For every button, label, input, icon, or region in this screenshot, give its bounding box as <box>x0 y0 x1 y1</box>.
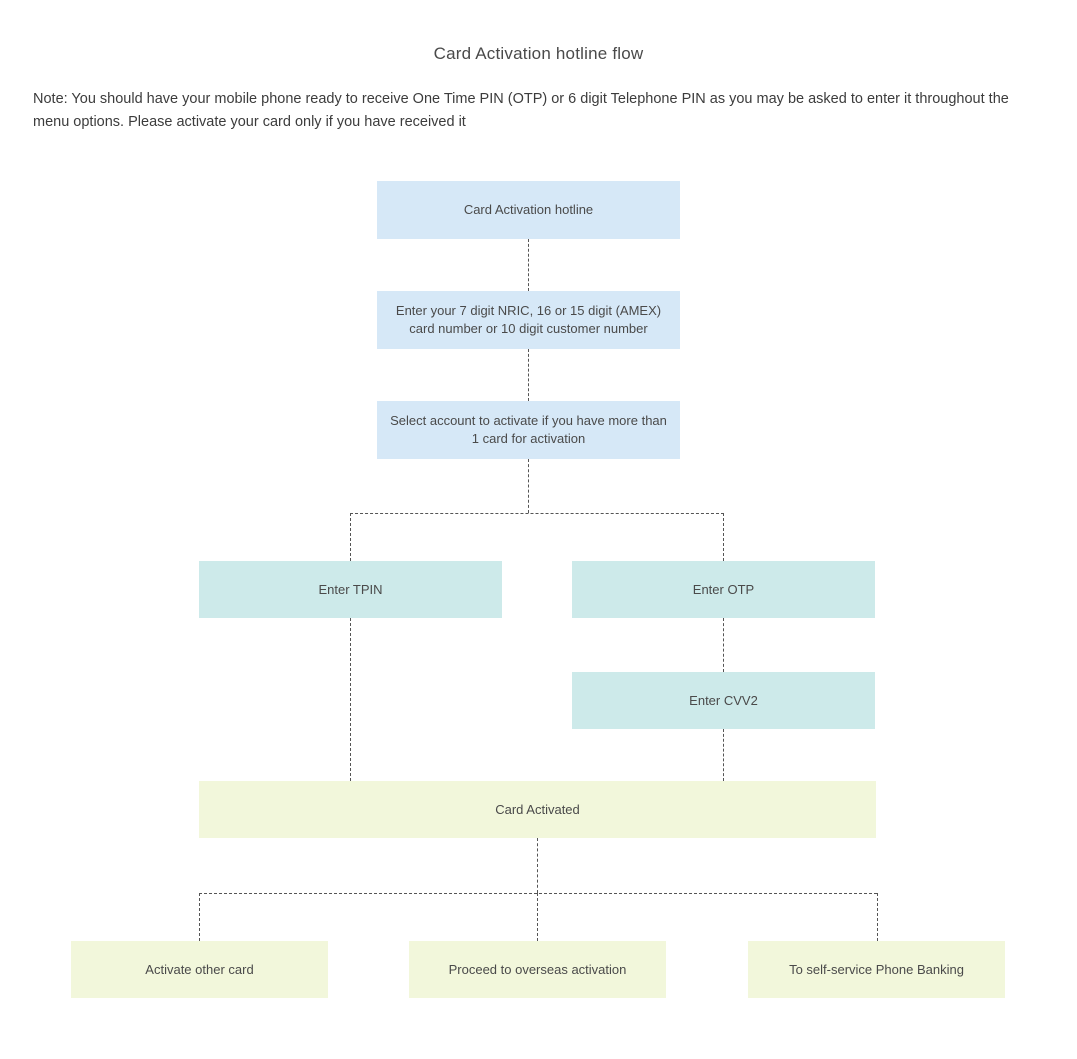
node-activate-other-card[interactable] <box>71 941 328 998</box>
node-label: Enter your 7 digit NRIC, 16 or 15 digit (AMEX) card number or 10 digit customer number <box>395 303 662 336</box>
node-label: Card Activated <box>495 801 580 817</box>
connector-tpin-activated <box>350 618 351 781</box>
node-label: Enter CVV2 <box>689 692 758 708</box>
node-card-activated[interactable] <box>199 781 876 838</box>
page-title: Card Activation hotline flow <box>433 44 644 63</box>
connector-bottom-left <box>199 893 200 941</box>
node-label: Enter TPIN <box>318 581 383 597</box>
connector-bottom-right <box>877 893 878 941</box>
node-enter-otp[interactable] <box>572 561 875 618</box>
connector-otp-cvv2 <box>723 618 724 672</box>
node-label: Enter OTP <box>692 581 755 597</box>
connector-start-identify <box>528 239 529 291</box>
node-enter-cvv2[interactable] <box>572 672 875 729</box>
connector-identify-select <box>528 349 529 401</box>
node-self-service-phone-banking[interactable] <box>748 941 1005 998</box>
connector-branch-top <box>350 513 724 514</box>
node-enter-identification[interactable] <box>377 291 680 349</box>
node-label: Card Activation hotline <box>463 202 594 217</box>
node-select-account[interactable] <box>377 401 680 459</box>
connector-branch-left <box>350 513 351 561</box>
node-label: To self-service Phone Banking <box>789 961 964 977</box>
connector-bottom-mid <box>537 893 538 941</box>
connector-select-down <box>528 459 529 513</box>
node-card-activation-hotline[interactable] <box>377 181 680 239</box>
node-enter-tpin[interactable] <box>199 561 502 618</box>
note-text: Note: You should have your mobile phone ready to receive One Time PIN (OTP) or 6 digit Telephone PIN as you may be asked to enter it throughout the menu options. Please activate your card only if you have received it <box>33 91 1009 130</box>
node-overseas-activation[interactable] <box>409 941 666 998</box>
connector-bottom-branch <box>199 893 877 894</box>
node-label: Proceed to overseas activation <box>448 961 627 977</box>
node-label: Select account to activate if you have more than 1 card for activation <box>390 413 667 446</box>
connector-activated-down <box>537 838 538 893</box>
connector-cvv2-activated <box>723 729 724 781</box>
node-label: Activate other card <box>145 961 254 977</box>
connector-branch-right <box>723 513 724 561</box>
